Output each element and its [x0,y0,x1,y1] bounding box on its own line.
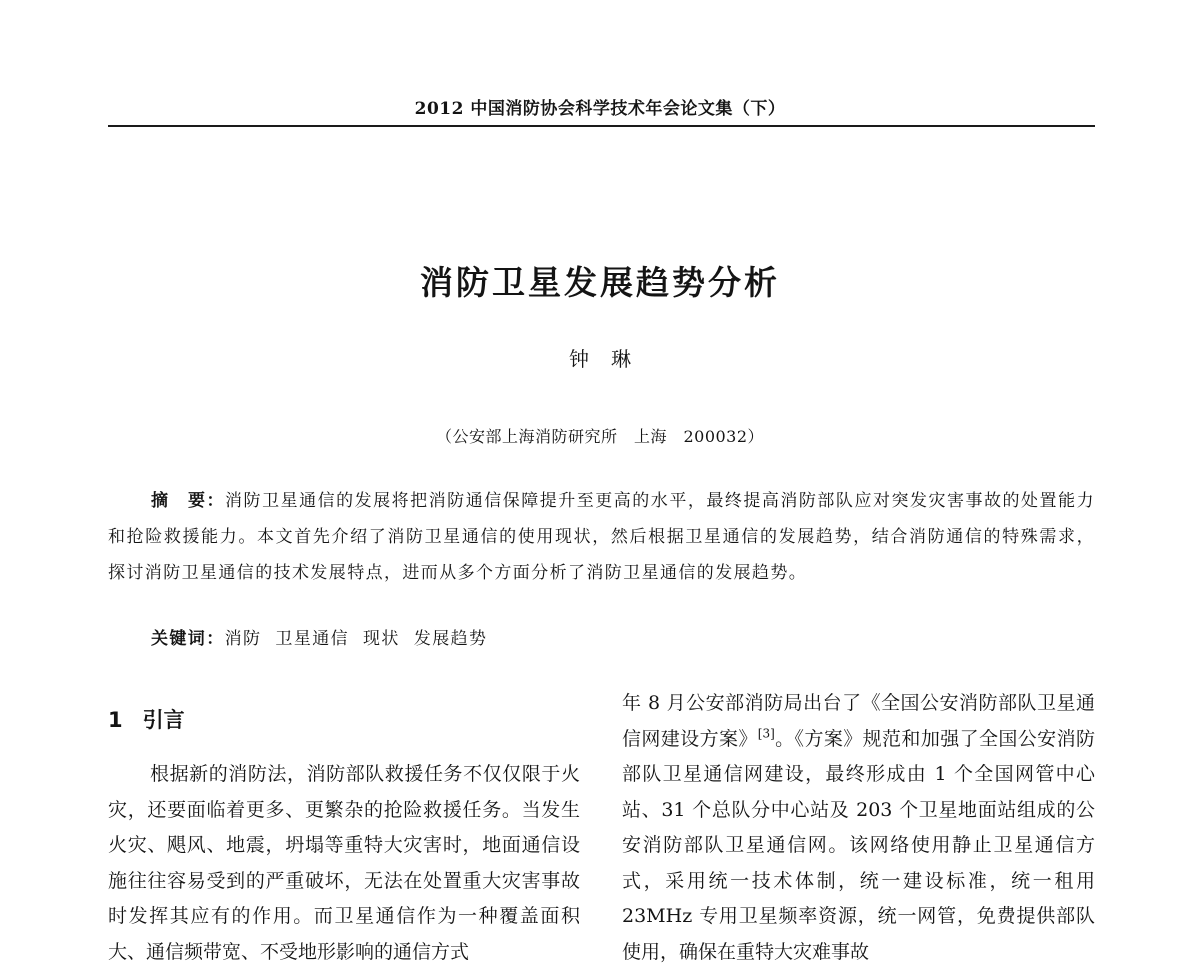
keyword-item: 现状 [363,629,400,649]
abstract-label: 摘 要： [151,491,226,511]
body-left-column: 根据新的消防法，消防部队救援任务不仅仅限于火灾，还要面临着更多、更繁杂的抢险救援任务。当发生火灾、飓风、地震，坍塌等重特大灾害时，地面通信设施往往容易受到的严重破坏，无法在处置重大灾害事故时发挥其应有的作用。而卫星通信作为一种覆盖面积大、通信频带宽、不受地形影响的通信方式 [108,763,580,963]
right-column-text-before-ref: 年 8 月公安部消防局出台了《全国公安消防部队卫星通信网建设方案》 [622,692,1095,750]
reference-mark: [3] [757,726,775,741]
keywords-label: 关键词： [151,629,225,649]
article-title: 消防卫星发展趋势分析 [420,263,780,302]
keyword-item: 发展趋势 [413,629,488,649]
keyword-item: 消防 [224,629,262,649]
right-column-text-after-ref: 。《方案》规范和加强了全国公安消防部队卫星通信网建设，最终形成由 1 个全国网管中心站、31 个总队分中心站及 203 个卫星地面站组成的公安消防部队卫星通信网。该网络使用静止卫星通信方式，采用统一技术体制，统一建设标准，统一租用 23MHz 专用卫星频率资源，统一网管，免费提供部队使用，确保在重特大灾难事故 [622,727,1095,963]
abstract-text: 消防卫星通信的发展将把消防通信保障提升至更高的水平，最终提高消防部队应对突发灾害事故的处置能力和抢险救援能力。本文首先介绍了消防卫星通信的使用现状，然后根据卫星通信的发展趋势，结合消防通信的特殊需求，探讨消防卫星通信的技术发展特点，进而从多个方面分析了消防卫星通信的发展趋势。 [108,491,1095,583]
header-rule [108,125,1095,127]
section-number: 1 [108,708,123,732]
author-name: 钟琳 [569,347,653,371]
section-title: 引言 [142,708,185,732]
keyword-item: 卫星通信 [275,629,350,649]
keywords [151,622,501,656]
section-heading [108,704,185,734]
body-right-column [622,686,1095,970]
running-header: 2012 中国消防协会科学技术年会论文集（下） [414,99,786,119]
affiliation: （公安部上海消防研究所 上海 200032） [435,427,765,446]
abstract [108,483,1095,591]
